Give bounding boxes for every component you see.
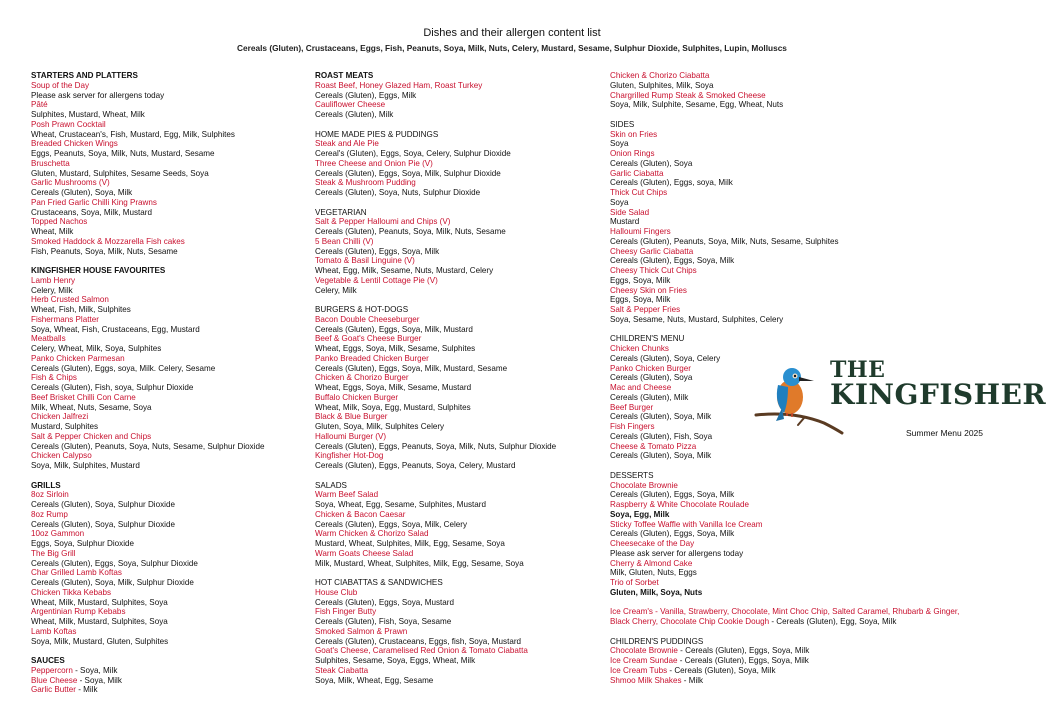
dish-name: Peppercorn (31, 665, 73, 675)
menu-item (31, 676, 309, 686)
allergen-info: - Milk (75, 685, 98, 695)
allergen-info: Cereals (Gluten), Eggs, Soya, Milk, Mustard (315, 324, 473, 334)
dish-name: Chicken Jalfrezi (31, 412, 89, 422)
menu-item (31, 529, 309, 549)
dish-name: 5 Bean Chilli (V) (315, 236, 374, 246)
allergen-info: Soya, Milk, Mustard, Gluten, Sulphites (31, 636, 169, 646)
menu-item (610, 247, 980, 267)
allergen-info: Cereals (Gluten), Eggs, Soya, Milk, Celery (315, 519, 468, 529)
menu-item (315, 529, 605, 549)
allergen-info: Cereals (Gluten), Eggs, Soya, Sulphur Dioxide (31, 558, 198, 568)
dish-name: Ice Cream Sundae (610, 656, 678, 665)
allergen-info: Gluten, Soya, Milk, Sulphites Celery (315, 422, 445, 431)
dish-name: Breaded Chicken Wings (31, 139, 118, 149)
dish-name: Panko Chicken Burger (610, 363, 691, 373)
allergen-info: Cereals (Gluten), Soya, Celery (610, 353, 721, 363)
menu-item (31, 276, 309, 296)
allergen-info: Crustaceans, Soya, Milk, Mustard (31, 207, 152, 217)
menu-item (610, 266, 980, 286)
menu-item (31, 568, 309, 588)
dish-name: Cauliflower Cheese (315, 100, 386, 110)
menu-item (315, 159, 605, 179)
dish-name: Trio of Sorbet (610, 578, 659, 587)
menu-section (610, 607, 980, 627)
allergen-info: Soya, Wheat, Egg, Sesame, Sulphites, Mustard (315, 500, 486, 509)
menu-item (610, 520, 980, 540)
dish-name: Kingfisher Hot-Dog (315, 451, 384, 461)
dish-name: Fish Fingers (610, 422, 655, 431)
allergen-info: Soya, Egg, Milk (610, 509, 670, 519)
menu-item (31, 120, 309, 140)
allergen-info: - Cereals (Gluten), Eggs, Soya, Milk (677, 656, 809, 665)
menu-item (610, 130, 980, 150)
section-heading: SAUCES (31, 656, 65, 665)
dish-name: Panko Chicken Parmesan (31, 353, 125, 363)
menu-item (31, 315, 309, 335)
menu-column-1 (31, 71, 309, 695)
menu-item (315, 100, 605, 120)
menu-item (315, 393, 605, 413)
allergen-info: Please ask server for allergens today (31, 90, 165, 100)
allergen-info: Mustard, Sulphites (31, 422, 99, 431)
page-title: Dishes and their allergen content list (423, 27, 601, 39)
brand-name: KINGFISHER (830, 378, 1046, 411)
menu-item (31, 549, 309, 569)
allergen-info: Cereals (Gluten), Soya (610, 158, 693, 168)
section-heading: ROAST MEATS (315, 71, 374, 80)
menu-item (610, 149, 980, 169)
dish-name: Fish Finger Butty (315, 607, 377, 617)
section-heading: HOME MADE PIES & PUDDINGS (315, 129, 439, 139)
allergen-info: Soya, Sesame, Nuts, Mustard, Sulphites, Celery (610, 314, 784, 324)
allergen-info: Cereals (Gluten), Eggs, Soya, Mustard (315, 597, 455, 607)
allergen-info: Please ask server for allergens today (610, 548, 744, 558)
dish-name: Warm Goats Cheese Salad (315, 548, 414, 558)
section-heading: DESSERTS (610, 470, 654, 480)
allergen-info: Cereals (Gluten), Soya (610, 373, 693, 383)
menu-section (610, 120, 980, 325)
menu-section (315, 305, 605, 471)
dish-name: Garlic Ciabatta (610, 168, 664, 178)
section-heading: SALADS (315, 480, 347, 490)
allergen-info: Cereals (Gluten), Fish, soya, Sulphur Dioxide (31, 383, 194, 392)
allergen-info: Cereals (Gluten), Soya, Milk (610, 451, 712, 461)
allergen-info: - Cereals (Gluten), Soya, Milk (667, 665, 776, 675)
menu-item (610, 578, 980, 598)
allergen-info: Milk, Wheat, Nuts, Sesame, Soya (31, 402, 152, 412)
allergen-list: Cereals (Gluten), Crustaceans, Eggs, Fish, Peanuts, Soya, Milk, Nuts, Celery, Mustard, Sesame, Sulphur Dioxide, Sulphites, Lupin, Molluscs (237, 43, 787, 53)
menu-item (315, 256, 605, 276)
allergen-info: Eggs, Peanuts, Soya, Milk, Nuts, Mustard, Sesame (31, 149, 215, 158)
section-heading: KINGFISHER HOUSE FAVOURITES (31, 266, 166, 275)
dish-name: Chocolate Brownie (610, 646, 678, 656)
allergen-info: Cereals (Gluten), Soya, Nuts, Sulphur Dioxide (315, 188, 481, 197)
dish-name: Buffalo Chicken Burger (315, 392, 399, 402)
menu-column-2 (315, 71, 605, 685)
allergen-info: Cereals (Gluten), Eggs, Milk (315, 90, 417, 100)
menu-section (31, 71, 309, 256)
brand-the: THE (830, 357, 886, 383)
dish-name: Beef Burger (610, 402, 654, 412)
menu-item (31, 627, 309, 647)
allergen-info: Cereals (Gluten), Crustaceans, Eggs, fish, Soya, Mustard (315, 636, 522, 646)
menu-item (610, 676, 980, 686)
dish-name: Tomato & Basil Linguine (V) (315, 256, 415, 266)
allergen-info: Cereals (Gluten), Eggs, Soya, Milk (315, 246, 440, 256)
allergen-info: Cereals (Gluten), Eggs, soya, Milk. Celery, Sesame (31, 363, 216, 373)
menu-section (315, 578, 605, 685)
brand-logo (830, 358, 1046, 410)
allergen-info: Cereal's (Gluten), Eggs, Soya, Celery, Sulphur Dioxide (315, 149, 511, 158)
dish-name: 8oz Rump (31, 509, 68, 519)
dish-name: Side Salad (610, 207, 650, 217)
menu-item (31, 354, 309, 374)
menu-item (31, 178, 309, 198)
menu-item (315, 237, 605, 257)
allergen-info: Wheat, Eggs, Soya, Milk, Sesame, Mustard (315, 383, 472, 392)
menu-item (31, 237, 309, 257)
dish-name: Shmoo Milk Shakes (610, 675, 682, 685)
menu-item (610, 91, 980, 111)
dish-name: Topped Nachos (31, 217, 88, 227)
menu-section (315, 208, 605, 296)
dish-name: Sticky Toffee Waffle with Vanilla Ice Cream (610, 519, 763, 529)
dish-name: Chicken Tikka Kebabs (31, 587, 112, 597)
section-heading: CHILDREN'S PUDDINGS (610, 636, 704, 646)
dish-name: Ice Cream Tubs (610, 665, 668, 675)
allergen-info: Cereals (Gluten), Eggs, Soya, Milk (610, 529, 735, 539)
menu-item (31, 139, 309, 159)
dish-name: Bacon Double Cheeseburger (315, 314, 420, 324)
menu-item (610, 656, 980, 666)
allergen-info: Soya (610, 197, 629, 207)
dish-name: Salt & Pepper Fries (610, 305, 681, 314)
dish-name: Posh Prawn Cocktail (31, 119, 106, 129)
menu-item (31, 451, 309, 471)
dish-name: Pan Fried Garlic Chilli King Prawns (31, 197, 157, 207)
dish-name: Salt & Pepper Halloumi and Chips (V) (315, 217, 451, 227)
dish-name: Halloumi Fingers (610, 227, 671, 236)
menu-item (315, 549, 605, 569)
allergen-info: Soya, Milk, Wheat, Egg, Sesame (315, 675, 434, 685)
allergen-info: Cereals (Gluten), Eggs, Peanuts, Soya, Milk, Nuts, Sulphur Dioxide (315, 441, 557, 451)
dish-name: 10oz Gammon (31, 529, 85, 539)
menu-item (31, 198, 309, 218)
allergen-info: Cereals (Gluten), Eggs, Soya, Milk (610, 490, 735, 500)
dish-name: Onion Rings (610, 149, 655, 158)
menu-item (315, 646, 605, 666)
menu-section (31, 266, 309, 471)
dish-name: Warm Beef Salad (315, 490, 379, 500)
allergen-info: - Milk (681, 675, 704, 685)
allergen-info: Wheat, Eggs, Soya, Milk, Sesame, Sulphites (315, 344, 476, 353)
menu-edition: Summer Menu 2025 (906, 428, 984, 438)
menu-section (31, 656, 309, 695)
allergen-info: Cereals (Gluten), Peanuts, Soya, Milk, Nuts, Sesame (315, 227, 506, 236)
allergen-info: Cereals (Gluten), Soya, Milk (31, 188, 133, 197)
allergen-info: Cereals (Gluten), Eggs, Soya, Milk, Mustard, Sesame (315, 363, 508, 373)
dish-name: Vegetable & Lentil Cottage Pie (V) (315, 275, 438, 285)
dish-name: Fish & Chips (31, 373, 77, 383)
dish-name: Blue Cheese (31, 675, 78, 685)
dish-name: Fishermans Platter (31, 314, 99, 324)
allergen-info: Eggs, Soya, Milk (610, 295, 671, 305)
dish-name: Black & Blue Burger (315, 412, 388, 422)
menu-item (610, 539, 980, 559)
allergen-info: Cereals (Gluten), Milk (610, 392, 689, 402)
dish-name: Roast Beef, Honey Glazed Ham, Roast Turkey (315, 80, 483, 90)
menu-item (315, 139, 605, 159)
allergen-info: Eggs, Soya, Milk (610, 275, 671, 285)
menu-item (315, 315, 605, 335)
dish-name: Goat's Cheese, Caramelised Red Onion & Tomato Ciabatta (315, 646, 528, 656)
allergen-info: Wheat, Crustacean's, Fish, Mustard, Egg, Milk, Sulphites (31, 129, 235, 139)
menu-item (31, 607, 309, 627)
dish-name: Meatballs (31, 334, 66, 344)
dish-name: Chargrilled Rump Steak & Smoked Cheese (610, 90, 766, 100)
menu-item (610, 500, 980, 520)
allergen-info: Milk, Gluten, Nuts, Eggs (610, 568, 697, 578)
menu-item (315, 627, 605, 647)
dish-name: Soup of the Day (31, 80, 90, 90)
menu-item (315, 666, 605, 686)
dish-name: Thick Cut Chips (610, 188, 668, 197)
menu-item (315, 432, 605, 452)
allergen-info: Cereals (Gluten), Peanuts, Soya, Nuts, Sesame, Sulphur Dioxide (31, 441, 265, 451)
allergen-info: Soya, Milk, Sulphite, Sesame, Egg, Wheat, Nuts (610, 100, 784, 110)
allergen-info: Cereals (Gluten), Eggs, Soya, Milk (610, 256, 735, 266)
dish-name: Steak & Mushroom Pudding (315, 178, 416, 188)
allergen-info: Cereals (Gluten), Peanuts, Soya, Milk, Nuts, Sesame, Sulphites (610, 236, 839, 246)
allergen-info: Cereals (Gluten), Soya, Sulphur Dioxide (31, 519, 175, 529)
allergen-info: - Soya, Milk (77, 675, 122, 685)
allergen-info: Wheat, Milk, Mustard, Sulphites, Soya (31, 597, 168, 607)
dish-name: Halloumi Burger (V) (315, 431, 387, 441)
menu-item (31, 490, 309, 510)
menu-section (31, 481, 309, 647)
section-heading: GRILLS (31, 480, 61, 490)
allergen-info: Cereals (Gluten), Fish, Soya, Sesame (315, 617, 452, 626)
allergen-info: Gluten, Mustard, Sulphites, Sesame Seeds, Soya (31, 168, 209, 178)
dish-name: Beef & Goat's Cheese Burger (315, 334, 422, 344)
allergen-info: Wheat, Fish, Milk, Sulphites (31, 305, 131, 314)
menu-item (31, 373, 309, 393)
menu-item (315, 412, 605, 432)
dish-name: Chicken Calypso (31, 451, 92, 461)
dish-name: Cheese & Tomato Pizza (610, 441, 697, 451)
menu-section (610, 471, 980, 598)
allergen-info: Cereals (Gluten), Soya, Sulphur Dioxide (31, 500, 175, 509)
allergen-info: Mustard (610, 217, 640, 227)
menu-item (31, 510, 309, 530)
menu-item (315, 451, 605, 471)
dish-name: Bruschetta (31, 158, 70, 168)
allergen-info: - Cereals (Gluten), Egg, Soya, Milk (769, 617, 897, 626)
dish-name: Chicken Chunks (610, 344, 669, 353)
menu-item (315, 510, 605, 530)
allergen-info: Soya, Milk, Sulphites, Mustard (31, 461, 140, 470)
dish-name: Smoked Salmon & Prawn (315, 626, 408, 636)
menu-item (315, 373, 605, 393)
menu-item (610, 188, 980, 208)
menu-item (315, 217, 605, 237)
menu-item (31, 100, 309, 120)
menu-section (610, 637, 980, 686)
menu-item (610, 481, 980, 501)
menu-item (610, 305, 980, 325)
menu-item (610, 666, 980, 676)
dish-name: The Big Grill (31, 548, 76, 558)
menu-item (31, 159, 309, 179)
dish-name: Garlic Mushrooms (V) (31, 178, 110, 188)
menu-item (31, 588, 309, 608)
menu-item (315, 607, 605, 627)
allergen-info: Wheat, Milk, Mustard, Sulphites, Soya (31, 617, 168, 626)
menu-item (315, 490, 605, 510)
dish-name: Cheesecake of the Day (610, 539, 695, 548)
allergen-info: Sulphites, Mustard, Wheat, Milk (31, 110, 145, 119)
menu-item (610, 607, 980, 627)
menu-item (610, 71, 980, 91)
allergen-info: Soya (610, 139, 629, 149)
menu-item (610, 169, 980, 189)
section-heading: HOT CIABATTAS & SANDWICHES (315, 578, 443, 587)
dish-name: Cheesy Skin on Fries (610, 285, 687, 295)
dish-name: Char Grilled Lamb Koftas (31, 568, 122, 578)
allergen-info: Gluten, Sulphites, Milk, Soya (610, 80, 714, 90)
allergen-info: Milk, Mustard, Wheat, Sulphites, Milk, Egg, Sesame, Soya (315, 558, 524, 568)
allergen-info: Soya, Wheat, Fish, Crustaceans, Egg, Mustard (31, 324, 200, 334)
allergen-info: Wheat, Milk (31, 227, 74, 236)
dish-name: Raspberry & White Chocolate Roulade (610, 500, 750, 509)
dish-name: Skin on Fries (610, 129, 658, 139)
section-heading: STARTERS AND PLATTERS (31, 71, 138, 80)
section-heading: CHILDREN'S MENU (610, 334, 685, 344)
dish-name: Chicken & Chorizo Ciabatta (610, 71, 710, 80)
allergen-info: Cereals (Gluten), Eggs, soya, Milk (610, 178, 733, 188)
menu-item (31, 393, 309, 413)
menu-item (610, 442, 980, 462)
menu-item (31, 81, 309, 101)
dish-name: Cherry & Almond Cake (610, 558, 693, 568)
dish-name: 8oz Sirloin (31, 490, 69, 500)
dish-name: Lamb Henry (31, 275, 76, 285)
menu-item (610, 646, 980, 656)
menu-item (31, 432, 309, 452)
dish-name: Steak and Ale Pie (315, 139, 379, 149)
dish-name: Steak Ciabatta (315, 665, 369, 675)
dish-name: Ice Cream's - Vanilla, Strawberry, Chocolate, Mint Choc Chip, Salted Caramel, Rhubarb & Ginger, Black Cherry, Chocolate Chip Cookie Dough (610, 607, 960, 626)
dish-name: Lamb Koftas (31, 626, 77, 636)
allergen-info: - Cereals (Gluten), Eggs, Soya, Milk (677, 646, 810, 656)
allergen-info: Gluten, Milk, Soya, Nuts (610, 587, 703, 597)
dish-name: Three Cheese and Onion Pie (V) (315, 158, 433, 168)
dish-name: Mac and Cheese (610, 383, 672, 392)
allergen-info: Cereals (Gluten), Milk (315, 110, 394, 119)
allergen-info: - Soya, Milk (72, 665, 118, 675)
menu-item (610, 559, 980, 579)
menu-item (610, 208, 980, 228)
menu-item (31, 217, 309, 237)
dish-name: Herb Crusted Salmon (31, 295, 109, 305)
menu-section (315, 130, 605, 198)
dish-name: Chicken & Bacon Caesar (315, 509, 406, 519)
dish-name: Pâté (31, 100, 48, 110)
allergen-info: Mustard, Wheat, Sulphites, Milk, Egg, Sesame, Soya (315, 539, 505, 548)
dish-name: Chicken & Chorizo Burger (315, 373, 409, 383)
menu-item (315, 276, 605, 296)
menu-section (610, 71, 980, 110)
allergen-info: Cereals (Gluten), Fish, Soya (610, 431, 713, 441)
section-heading: SIDES (610, 119, 635, 129)
dish-name: Cheesy Thick Cut Chips (610, 266, 697, 275)
page-header (0, 27, 1024, 54)
allergen-info: Wheat, Egg, Milk, Sesame, Nuts, Mustard, Celery (315, 266, 494, 275)
allergen-info: Celery, Milk (31, 285, 73, 295)
allergen-info: Celery, Milk (315, 285, 357, 295)
section-heading: VEGETARIAN (315, 207, 367, 217)
allergen-info: Cereals (Gluten), Soya, Milk (610, 412, 712, 422)
menu-item (31, 412, 309, 432)
allergen-info: Cereals (Gluten), Eggs, Peanuts, Soya, Celery, Mustard (315, 461, 516, 470)
allergen-info: Wheat, Milk, Soya, Egg, Mustard, Sulphites (315, 402, 471, 412)
menu-item (315, 178, 605, 198)
dish-name: Salt & Pepper Chicken and Chips (31, 431, 152, 441)
menu-item (31, 295, 309, 315)
menu-item (315, 354, 605, 374)
allergen-info: Eggs, Soya, Sulphur Dioxide (31, 539, 135, 548)
menu-section (315, 481, 605, 569)
menu-item (31, 334, 309, 354)
dish-name: Cheesy Garlic Ciabatta (610, 246, 694, 256)
dish-name: Panko Breaded Chicken Burger (315, 353, 429, 363)
menu-section (315, 71, 605, 120)
menu-item (610, 227, 980, 247)
allergen-info: Cereals (Gluten), Eggs, Soya, Milk, Sulphur Dioxide (315, 168, 501, 178)
dish-name: Garlic Butter (31, 685, 76, 695)
dish-name: Warm Chicken & Chorizo Salad (315, 529, 429, 539)
section-heading: BURGERS & HOT-DOGS (315, 305, 409, 314)
allergen-info: Sulphites, Sesame, Soya, Eggs, Wheat, Milk (315, 656, 476, 665)
menu-item (31, 685, 309, 695)
menu-item (315, 588, 605, 608)
allergen-info: Celery, Wheat, Milk, Soya, Sulphites (31, 344, 162, 353)
dish-name: Smoked Haddock & Mozzarella Fish cakes (31, 236, 185, 246)
dish-name: Chocolate Brownie (610, 480, 678, 490)
dish-name: Beef Brisket Chilli Con Carne (31, 392, 136, 402)
allergen-info: Cereals (Gluten), Soya, Milk, Sulphur Dioxide (31, 578, 194, 587)
dish-name: Argentinian Rump Kebabs (31, 607, 126, 617)
menu-item (315, 81, 605, 101)
menu-item (31, 666, 309, 676)
allergen-info: Fish, Peanuts, Soya, Milk, Nuts, Sesame (31, 246, 178, 256)
dish-name: House Club (315, 587, 358, 597)
menu-item (315, 334, 605, 354)
menu-item (610, 286, 980, 306)
